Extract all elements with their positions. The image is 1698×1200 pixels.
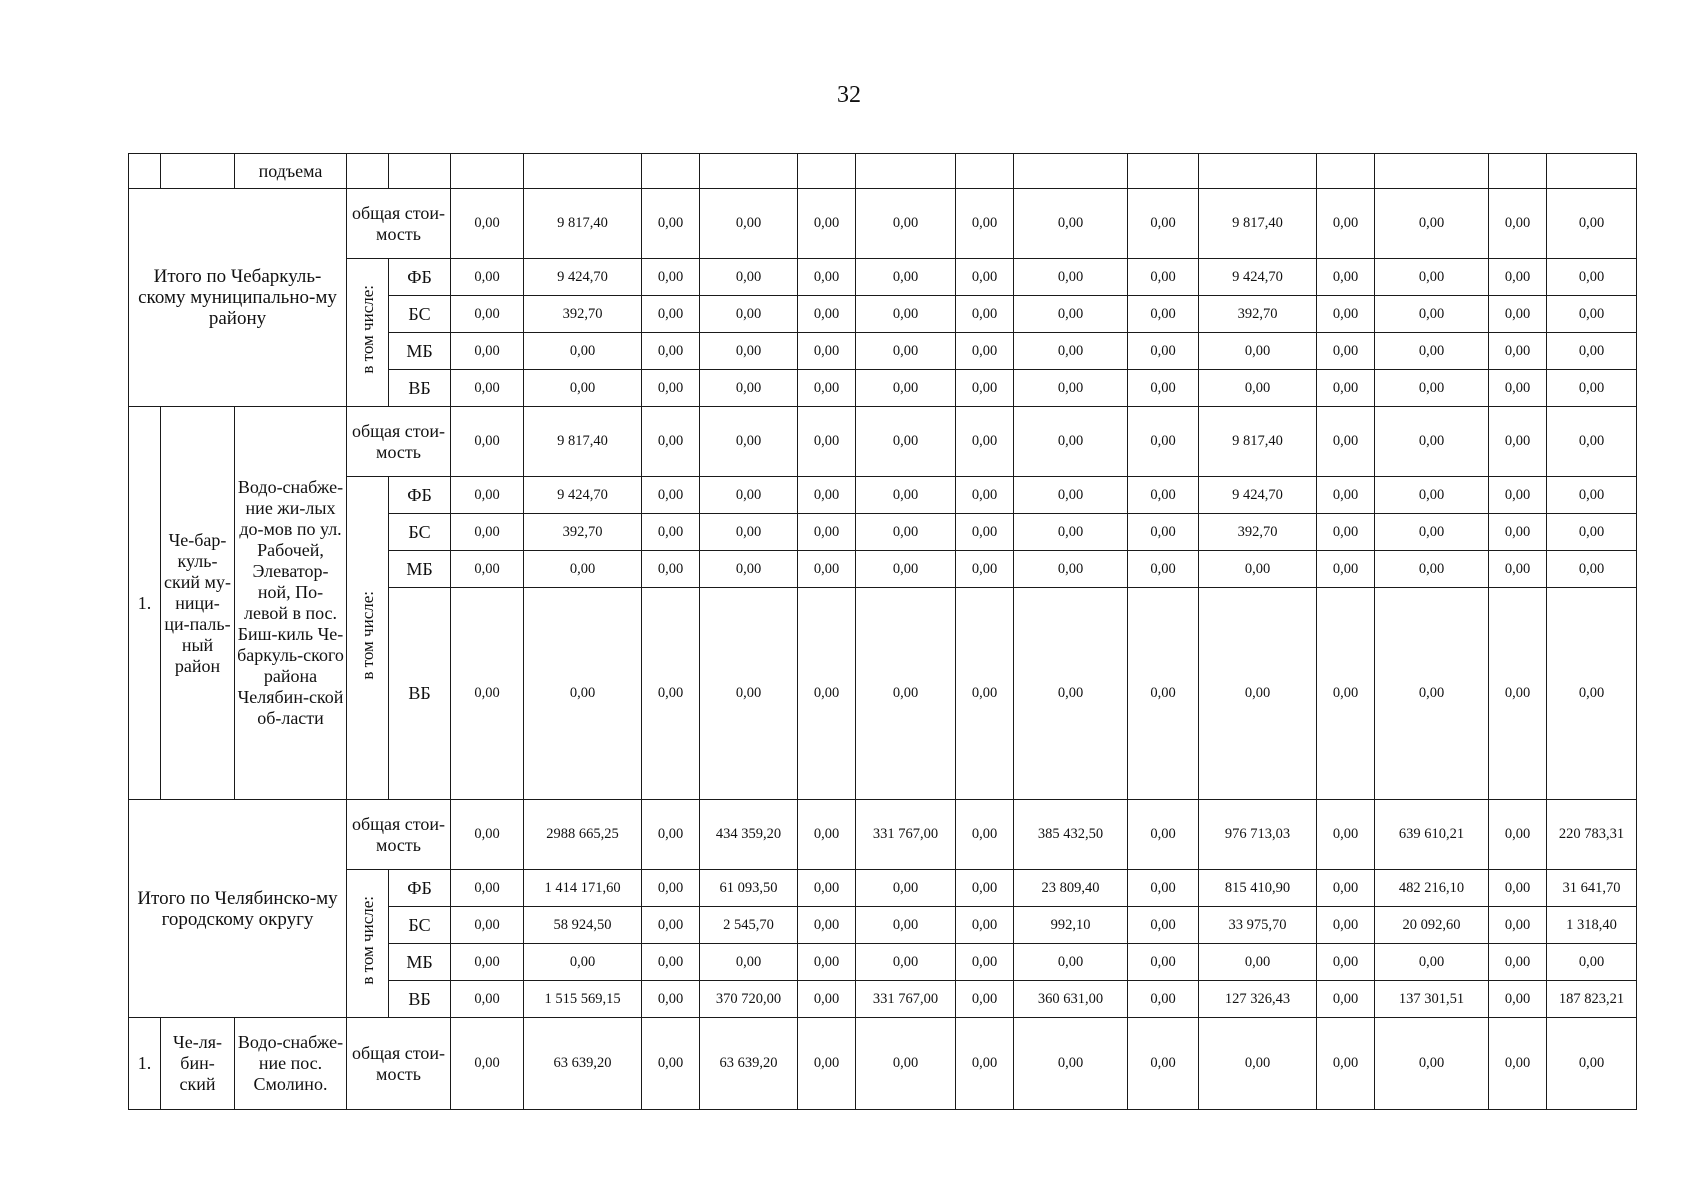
value-cell: 0,00 — [1128, 981, 1199, 1018]
continuation-row — [129, 154, 1637, 189]
value-cell: 0,00 — [642, 296, 700, 333]
value-cell: 0,00 — [956, 333, 1014, 370]
value-cell: 0,00 — [1128, 477, 1199, 514]
value-cell: 0,00 — [1489, 870, 1547, 907]
project-description: Водо-снабже-ние жи-лых до-мов по ул. Рабочей, Элеватор-ной, По-левой в пос. Биш-киль Че-баркуль-ского района Челябин-ской об-ласти — [235, 407, 347, 800]
value-cell: 9 424,70 — [1199, 259, 1317, 296]
value-cell: 0,00 — [642, 407, 700, 477]
value-cell: 0,00 — [642, 1018, 700, 1110]
value-cell: 0,00 — [956, 370, 1014, 407]
value-cell: 392,70 — [1199, 296, 1317, 333]
value-cell: 992,10 — [1014, 907, 1128, 944]
value-cell: 0,00 — [1199, 1018, 1317, 1110]
value-cell: 0,00 — [1128, 1018, 1199, 1110]
value-cell: 0,00 — [1317, 1018, 1375, 1110]
total-cost-label: общая стои-мость — [347, 407, 451, 477]
value-cell: 0,00 — [1199, 588, 1317, 800]
value-cell: 0,00 — [451, 551, 524, 588]
value-cell: 0,00 — [1547, 588, 1637, 800]
value-cell: 0,00 — [1489, 189, 1547, 259]
value-cell: 0,00 — [1128, 370, 1199, 407]
value-cell: 482 216,10 — [1375, 870, 1489, 907]
value-cell: 0,00 — [700, 551, 798, 588]
value-cell: 976 713,03 — [1199, 800, 1317, 870]
value-cell: 0,00 — [451, 800, 524, 870]
value-cell: 0,00 — [642, 333, 700, 370]
row-index: 1. — [129, 407, 161, 800]
value-cell: 0,00 — [956, 588, 1014, 800]
value-cell: 385 432,50 — [1014, 800, 1128, 870]
value-cell: 331 767,00 — [856, 800, 956, 870]
value-cell: 0,00 — [856, 259, 956, 296]
budget-table — [128, 153, 1637, 1110]
value-cell: 0,00 — [856, 588, 956, 800]
page-number: 32 — [837, 82, 861, 108]
including-label — [347, 259, 389, 407]
value-cell: 0,00 — [1489, 296, 1547, 333]
value-cell: 0,00 — [1014, 259, 1128, 296]
value-cell: 0,00 — [1128, 259, 1199, 296]
value-cell: 9 817,40 — [524, 189, 642, 259]
value-cell: 0,00 — [1014, 1018, 1128, 1110]
value-cell: 1 414 171,60 — [524, 870, 642, 907]
value-cell: 0,00 — [642, 189, 700, 259]
value-cell: 0,00 — [451, 259, 524, 296]
value-cell: 0,00 — [798, 333, 856, 370]
value-cell: 0,00 — [1489, 907, 1547, 944]
value-cell: 0,00 — [524, 944, 642, 981]
value-cell: 0,00 — [856, 407, 956, 477]
including-label — [347, 477, 389, 800]
value-cell: 0,00 — [798, 407, 856, 477]
section-total-label: Итого по Чебаркуль-скому муниципально-му району — [129, 189, 347, 407]
value-cell: 58 924,50 — [524, 907, 642, 944]
value-cell: 0,00 — [451, 981, 524, 1018]
value-cell: 0,00 — [956, 407, 1014, 477]
including-text: в том числе: — [358, 896, 377, 985]
value-cell: 0,00 — [798, 944, 856, 981]
value-cell: 0,00 — [1014, 370, 1128, 407]
value-cell: 0,00 — [1489, 800, 1547, 870]
value-cell: 370 720,00 — [700, 981, 798, 1018]
value-cell: 0,00 — [1547, 407, 1637, 477]
value-cell: 0,00 — [1317, 407, 1375, 477]
region-name: Че-бар-куль-ский му-ници-ци-паль-ный район — [161, 407, 235, 800]
value-cell: 0,00 — [956, 907, 1014, 944]
value-cell: 0,00 — [856, 870, 956, 907]
total-cost-label: общая стои-мость — [347, 1018, 451, 1110]
fund-type-label: ФБ — [389, 259, 451, 296]
value-cell: 0,00 — [1199, 370, 1317, 407]
value-cell: 0,00 — [1128, 514, 1199, 551]
value-cell: 0,00 — [1128, 588, 1199, 800]
value-cell: 0,00 — [1128, 333, 1199, 370]
value-cell: 0,00 — [642, 514, 700, 551]
value-cell: 137 301,51 — [1375, 981, 1489, 1018]
value-cell: 9 424,70 — [524, 477, 642, 514]
value-cell: 0,00 — [700, 370, 798, 407]
value-cell: 0,00 — [700, 514, 798, 551]
value-cell: 0,00 — [956, 800, 1014, 870]
value-cell: 434 359,20 — [700, 800, 798, 870]
fund-type-label: МБ — [389, 551, 451, 588]
value-cell: 0,00 — [642, 370, 700, 407]
value-cell: 0,00 — [1375, 477, 1489, 514]
value-cell: 0,00 — [1128, 296, 1199, 333]
value-cell: 0,00 — [451, 296, 524, 333]
value-cell: 0,00 — [856, 907, 956, 944]
total-cost-label: общая стои-мость — [347, 189, 451, 259]
value-cell: 0,00 — [1375, 944, 1489, 981]
value-cell: 0,00 — [524, 588, 642, 800]
region-name: Че-ля-бин-ский — [161, 1018, 235, 1110]
value-cell: 0,00 — [1489, 407, 1547, 477]
value-cell: 0,00 — [1317, 333, 1375, 370]
value-cell: 0,00 — [700, 477, 798, 514]
value-cell: 0,00 — [642, 588, 700, 800]
value-cell: 20 092,60 — [1375, 907, 1489, 944]
table-row — [129, 189, 1637, 259]
value-cell: 0,00 — [956, 981, 1014, 1018]
value-cell: 127 326,43 — [1199, 981, 1317, 1018]
value-cell: 0,00 — [1199, 944, 1317, 981]
value-cell: 0,00 — [1317, 981, 1375, 1018]
value-cell: 0,00 — [956, 296, 1014, 333]
value-cell: 0,00 — [956, 259, 1014, 296]
value-cell: 0,00 — [856, 1018, 956, 1110]
value-cell: 0,00 — [451, 333, 524, 370]
value-cell: 0,00 — [1489, 551, 1547, 588]
total-cost-label: общая стои-мость — [347, 800, 451, 870]
including-text: в том числе: — [358, 590, 377, 680]
value-cell: 0,00 — [956, 514, 1014, 551]
value-cell: 0,00 — [798, 907, 856, 944]
value-cell: 0,00 — [1375, 189, 1489, 259]
section-total-label: Итого по Челябинско-му городскому округу — [129, 800, 347, 1018]
value-cell: 0,00 — [642, 477, 700, 514]
value-cell: 0,00 — [1317, 551, 1375, 588]
value-cell: 0,00 — [451, 944, 524, 981]
value-cell: 0,00 — [1317, 944, 1375, 981]
value-cell: 0,00 — [1128, 551, 1199, 588]
including-label — [347, 870, 389, 1018]
fund-type-label: ФБ — [389, 870, 451, 907]
value-cell: 815 410,90 — [1199, 870, 1317, 907]
fund-type-label: МБ — [389, 944, 451, 981]
value-cell: 0,00 — [1375, 514, 1489, 551]
value-cell: 392,70 — [524, 296, 642, 333]
value-cell: 0,00 — [1014, 296, 1128, 333]
value-cell: 0,00 — [1014, 477, 1128, 514]
value-cell: 0,00 — [1375, 407, 1489, 477]
value-cell: 0,00 — [856, 189, 956, 259]
value-cell: 23 809,40 — [1014, 870, 1128, 907]
fund-type-label: БС — [389, 907, 451, 944]
value-cell: 0,00 — [1014, 514, 1128, 551]
value-cell: 0,00 — [700, 259, 798, 296]
value-cell: 0,00 — [1128, 189, 1199, 259]
value-cell: 0,00 — [956, 477, 1014, 514]
value-cell: 0,00 — [1014, 588, 1128, 800]
value-cell: 0,00 — [1547, 296, 1637, 333]
value-cell: 0,00 — [1547, 944, 1637, 981]
value-cell: 0,00 — [856, 333, 956, 370]
value-cell: 0,00 — [1375, 1018, 1489, 1110]
value-cell: 0,00 — [451, 477, 524, 514]
including-text: в том числе: — [358, 285, 377, 374]
row-index: 1. — [129, 1018, 161, 1110]
value-cell: 0,00 — [642, 259, 700, 296]
value-cell: 0,00 — [1014, 189, 1128, 259]
value-cell: 0,00 — [956, 551, 1014, 588]
value-cell: 392,70 — [524, 514, 642, 551]
fund-type-label: ВБ — [389, 370, 451, 407]
table-row — [129, 870, 1637, 907]
value-cell: 0,00 — [1128, 907, 1199, 944]
value-cell: 0,00 — [1014, 944, 1128, 981]
table-row — [129, 407, 1637, 477]
value-cell: 0,00 — [1489, 477, 1547, 514]
value-cell: 0,00 — [856, 296, 956, 333]
value-cell: 1 318,40 — [1547, 907, 1637, 944]
value-cell: 0,00 — [642, 981, 700, 1018]
value-cell: 0,00 — [1199, 551, 1317, 588]
value-cell: 0,00 — [1375, 296, 1489, 333]
value-cell: 0,00 — [956, 870, 1014, 907]
value-cell: 63 639,20 — [700, 1018, 798, 1110]
value-cell: 0,00 — [798, 259, 856, 296]
value-cell: 0,00 — [524, 333, 642, 370]
value-cell: 0,00 — [1547, 259, 1637, 296]
value-cell: 0,00 — [1489, 514, 1547, 551]
value-cell: 61 093,50 — [700, 870, 798, 907]
value-cell: 0,00 — [451, 189, 524, 259]
value-cell: 0,00 — [956, 1018, 1014, 1110]
project-description: Водо-снабже-ние пос. Смолино. — [235, 1018, 347, 1110]
value-cell: 63 639,20 — [524, 1018, 642, 1110]
value-cell: 0,00 — [524, 551, 642, 588]
value-cell: 0,00 — [1317, 296, 1375, 333]
fund-type-label: БС — [389, 514, 451, 551]
table-row — [129, 477, 1637, 514]
value-cell: 0,00 — [700, 189, 798, 259]
value-cell: 9 817,40 — [1199, 407, 1317, 477]
value-cell: 9 424,70 — [524, 259, 642, 296]
value-cell: 0,00 — [1375, 588, 1489, 800]
value-cell: 0,00 — [798, 370, 856, 407]
value-cell: 0,00 — [1375, 259, 1489, 296]
value-cell: 0,00 — [798, 296, 856, 333]
value-cell: 0,00 — [451, 870, 524, 907]
value-cell: 0,00 — [1547, 477, 1637, 514]
value-cell: 0,00 — [451, 907, 524, 944]
value-cell: 0,00 — [451, 588, 524, 800]
value-cell: 0,00 — [798, 189, 856, 259]
value-cell: 0,00 — [1317, 588, 1375, 800]
value-cell: 0,00 — [1128, 944, 1199, 981]
value-cell: 0,00 — [700, 407, 798, 477]
value-cell: 0,00 — [1547, 189, 1637, 259]
value-cell: 0,00 — [700, 588, 798, 800]
value-cell: 0,00 — [1375, 333, 1489, 370]
value-cell: 0,00 — [451, 514, 524, 551]
value-cell: 0,00 — [1489, 588, 1547, 800]
continuation-text: подъема — [235, 154, 347, 189]
value-cell: 0,00 — [1489, 981, 1547, 1018]
value-cell: 0,00 — [798, 870, 856, 907]
value-cell: 2 545,70 — [700, 907, 798, 944]
value-cell: 9 817,40 — [524, 407, 642, 477]
value-cell: 0,00 — [1547, 514, 1637, 551]
value-cell: 0,00 — [1014, 333, 1128, 370]
table-row — [129, 800, 1637, 870]
fund-type-label: ВБ — [389, 981, 451, 1018]
value-cell: 0,00 — [451, 1018, 524, 1110]
value-cell: 0,00 — [798, 800, 856, 870]
value-cell: 0,00 — [798, 981, 856, 1018]
value-cell: 0,00 — [1317, 907, 1375, 944]
value-cell: 0,00 — [856, 370, 956, 407]
value-cell: 0,00 — [1317, 370, 1375, 407]
value-cell: 0,00 — [642, 907, 700, 944]
table-row — [129, 1018, 1637, 1110]
value-cell: 0,00 — [700, 333, 798, 370]
value-cell: 0,00 — [856, 944, 956, 981]
value-cell: 0,00 — [1547, 1018, 1637, 1110]
value-cell: 0,00 — [798, 551, 856, 588]
value-cell: 0,00 — [1317, 870, 1375, 907]
value-cell: 0,00 — [956, 189, 1014, 259]
value-cell: 0,00 — [700, 296, 798, 333]
value-cell: 0,00 — [1317, 477, 1375, 514]
value-cell: 0,00 — [1375, 551, 1489, 588]
value-cell: 187 823,21 — [1547, 981, 1637, 1018]
value-cell: 0,00 — [1489, 1018, 1547, 1110]
value-cell: 639 610,21 — [1375, 800, 1489, 870]
value-cell: 0,00 — [642, 800, 700, 870]
value-cell: 0,00 — [1547, 333, 1637, 370]
value-cell: 2988 665,25 — [524, 800, 642, 870]
fund-type-label: МБ — [389, 333, 451, 370]
value-cell: 331 767,00 — [856, 981, 956, 1018]
value-cell: 0,00 — [798, 477, 856, 514]
value-cell: 0,00 — [1317, 189, 1375, 259]
value-cell: 0,00 — [1489, 944, 1547, 981]
value-cell: 31 641,70 — [1547, 870, 1637, 907]
fund-type-label: ФБ — [389, 477, 451, 514]
value-cell: 0,00 — [1547, 370, 1637, 407]
value-cell: 0,00 — [451, 370, 524, 407]
value-cell: 0,00 — [856, 477, 956, 514]
value-cell: 0,00 — [1199, 333, 1317, 370]
value-cell: 0,00 — [856, 551, 956, 588]
value-cell: 0,00 — [1547, 551, 1637, 588]
fund-type-label: ВБ — [389, 588, 451, 800]
table-row — [129, 259, 1637, 296]
value-cell: 0,00 — [1317, 514, 1375, 551]
value-cell: 0,00 — [956, 944, 1014, 981]
value-cell: 9 817,40 — [1199, 189, 1317, 259]
value-cell: 0,00 — [642, 870, 700, 907]
value-cell: 0,00 — [1489, 333, 1547, 370]
value-cell: 0,00 — [798, 514, 856, 551]
value-cell: 0,00 — [1489, 370, 1547, 407]
value-cell: 392,70 — [1199, 514, 1317, 551]
value-cell: 360 631,00 — [1014, 981, 1128, 1018]
fund-type-label: БС — [389, 296, 451, 333]
value-cell: 0,00 — [1489, 259, 1547, 296]
value-cell: 0,00 — [1128, 800, 1199, 870]
value-cell: 0,00 — [1014, 407, 1128, 477]
value-cell: 0,00 — [798, 588, 856, 800]
value-cell: 0,00 — [451, 407, 524, 477]
value-cell: 0,00 — [642, 551, 700, 588]
value-cell: 0,00 — [798, 1018, 856, 1110]
value-cell: 33 975,70 — [1199, 907, 1317, 944]
value-cell: 0,00 — [524, 370, 642, 407]
value-cell: 0,00 — [1128, 870, 1199, 907]
value-cell: 220 783,31 — [1547, 800, 1637, 870]
value-cell: 0,00 — [700, 944, 798, 981]
value-cell: 9 424,70 — [1199, 477, 1317, 514]
value-cell: 0,00 — [856, 514, 956, 551]
value-cell: 0,00 — [1317, 800, 1375, 870]
value-cell: 0,00 — [1128, 407, 1199, 477]
value-cell: 0,00 — [1014, 551, 1128, 588]
value-cell: 0,00 — [1375, 370, 1489, 407]
value-cell: 1 515 569,15 — [524, 981, 642, 1018]
value-cell: 0,00 — [642, 944, 700, 981]
value-cell: 0,00 — [1317, 259, 1375, 296]
